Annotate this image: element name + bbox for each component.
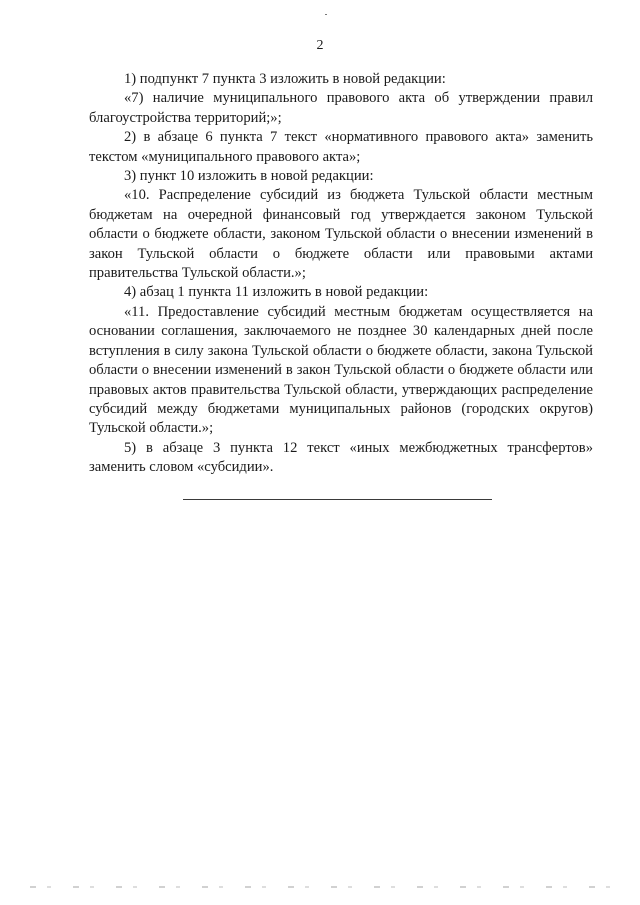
paragraph-item-5: 5) в абзаце 3 пункта 12 текст «иных межбюджетных трансфертов» заменить словом «субсидии».: [89, 439, 593, 476]
paragraph-item-2: 2) в абзаце 6 пункта 7 текст «нормативного правового акта» заменить текстом «муниципального правового акта»;: [89, 129, 593, 165]
paragraph-item-4: 4) абзац 1 пункта 11 изложить в новой редакции:: [124, 284, 429, 301]
document-body: [89, 70, 593, 478]
paragraph-item-1-text: «7) наличие муниципального правового акта об утверждении правил благоустройства территорий;»;: [89, 90, 593, 126]
paragraph-item-4-text: «11. Предоставление субсидий местным бюджетам осуществляется на основании соглашения, заключаемого не позднее 30 календарных дней после вступления в силу закона Тульской области о бюджете области, закона Тульской области о внесении изменений в закон Тульской области о бюджете области или правовых актов правительства Тульской области, утверждающих распределение субсидий между бюджетами муниципальных районов (городских округов) Тульской области.»;: [89, 303, 593, 437]
scan-artifact: [325, 14, 327, 15]
paragraph-item-3-text: «10. Распределение субсидий из бюджета Тульской области местным бюджетам на очередной финансовый год утверждается законом Тульской области о бюджете области, законом Тульской области о внесении изменений в закон Тульской области о бюджете области или правовыми актами правительства Тульской области.»;: [89, 187, 593, 282]
paragraph-item-1: 1) подпункт 7 пункта 3 изложить в новой редакции:: [124, 71, 446, 87]
end-of-text-rule: [183, 499, 492, 500]
page-number: 2: [316, 38, 324, 53]
paragraph-item-3: 3) пункт 10 изложить в новой редакции:: [124, 168, 374, 185]
scan-noise-bottom: [30, 886, 620, 888]
